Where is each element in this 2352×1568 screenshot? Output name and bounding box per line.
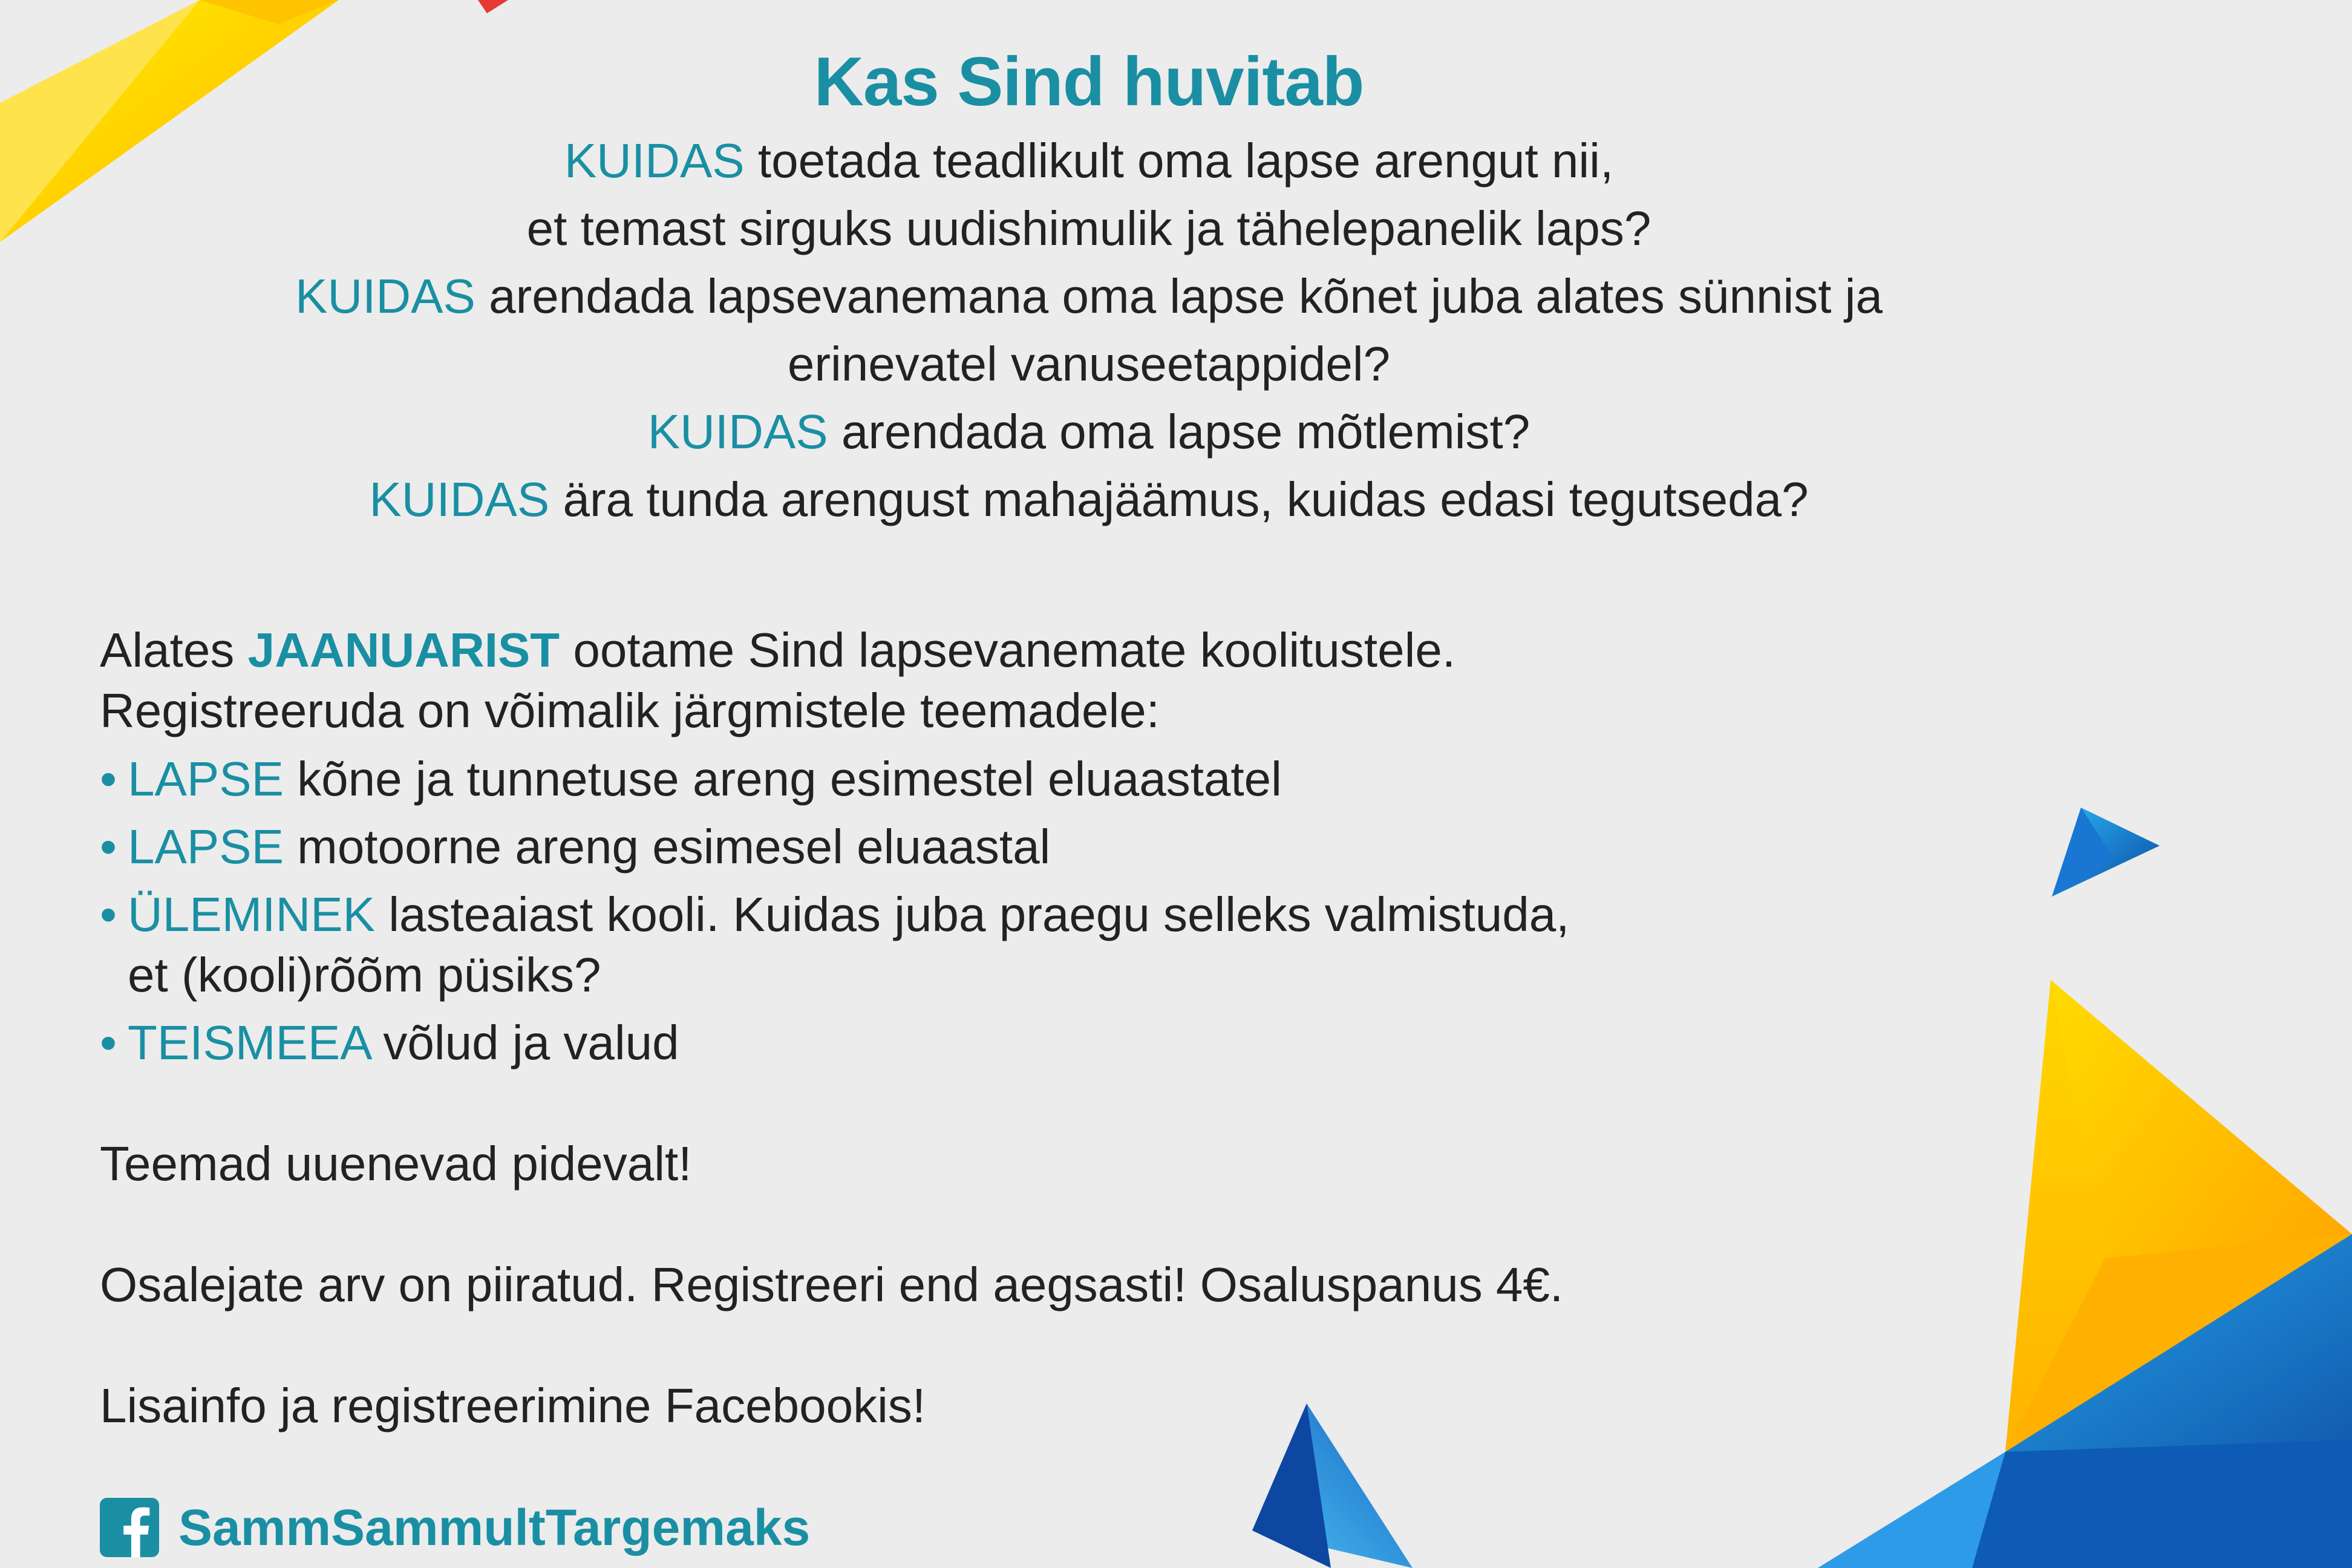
intro-line bbox=[100, 620, 1915, 681]
facebook-page-name[interactable]: SammSammultTargemaks bbox=[178, 1498, 811, 1556]
question bbox=[0, 398, 2178, 466]
facebook-link[interactable] bbox=[100, 1494, 810, 1561]
question-line bbox=[0, 398, 2178, 466]
question-keyword: KUIDAS bbox=[647, 405, 828, 459]
topic-text: lasteaiast kooli. Kuidas juba praegu selleks valmistuda, bbox=[388, 887, 1570, 941]
list-item bbox=[100, 749, 1915, 809]
question bbox=[0, 127, 2178, 263]
question-line bbox=[0, 263, 2178, 330]
list-item bbox=[100, 884, 1915, 1005]
topic-keyword: LAPSE bbox=[128, 820, 284, 874]
topic-keyword: LAPSE bbox=[128, 752, 284, 806]
question bbox=[0, 466, 2178, 534]
question-text: erinevatel vanuseetappidel? bbox=[787, 337, 1391, 391]
question-text: toetada teadlikult oma lapse arengut nii, bbox=[757, 134, 1614, 188]
bullet: • bbox=[100, 752, 117, 806]
question-line bbox=[0, 127, 2178, 195]
topic-text: kõne ja tunnetuse areng esimestel eluaastatel bbox=[297, 752, 1282, 806]
question-keyword: KUIDAS bbox=[564, 134, 745, 188]
intro-paragraph bbox=[100, 620, 1915, 741]
intro-after: ootame Sind lapsevanemate koolitustele. bbox=[573, 623, 1456, 677]
bullet: • bbox=[100, 820, 117, 874]
intro-highlight: JAANUARIST bbox=[247, 623, 560, 677]
bullet: • bbox=[100, 887, 117, 941]
page-title: Kas Sind huvitab bbox=[814, 44, 1364, 120]
topic-keyword: ÜLEMINEK bbox=[128, 887, 375, 941]
list-item bbox=[100, 1013, 1915, 1073]
note-topics-update: Teemad uuenevad pidevalt! bbox=[100, 1137, 692, 1191]
question-text: arendada lapsevanemana oma lapse kõnet juba alates sünnist ja bbox=[489, 269, 1883, 323]
list-item bbox=[100, 817, 1915, 877]
intro-before: Alates bbox=[100, 623, 235, 677]
question-text: ära tunda arengust mahajäämus, kuidas edasi tegutseda? bbox=[563, 472, 1809, 526]
note-more-info: Lisainfo ja registreerimine Facebookis! bbox=[100, 1379, 926, 1432]
topic-keyword: TEISMEEA bbox=[128, 1016, 370, 1070]
question bbox=[0, 263, 2178, 398]
question-keyword: KUIDAS bbox=[295, 269, 475, 323]
question-keyword: KUIDAS bbox=[369, 472, 550, 526]
question-line bbox=[0, 466, 2178, 534]
note-limited-seats: Osalejate arv on piiratud. Registreeri end aegsasti! Osaluspanus 4€. bbox=[100, 1258, 1564, 1312]
topic-text: võlud ja valud bbox=[383, 1016, 679, 1070]
topics-list bbox=[100, 749, 1915, 1080]
intro-line-2: Registreeruda on võimalik järgmistele teemadele: bbox=[100, 684, 1160, 737]
question-text: et temast sirguks uudishimulik ja tähelepanelik laps? bbox=[526, 201, 1651, 255]
topic-continuation: et (kooli)rõõm püsiks? bbox=[128, 948, 601, 1002]
questions-block bbox=[0, 127, 2178, 534]
facebook-icon bbox=[100, 1498, 159, 1557]
bullet: • bbox=[100, 1016, 117, 1070]
question-text: arendada oma lapse mõtlemist? bbox=[841, 405, 1530, 459]
topic-text: motoorne areng esimesel eluaastal bbox=[297, 820, 1051, 874]
